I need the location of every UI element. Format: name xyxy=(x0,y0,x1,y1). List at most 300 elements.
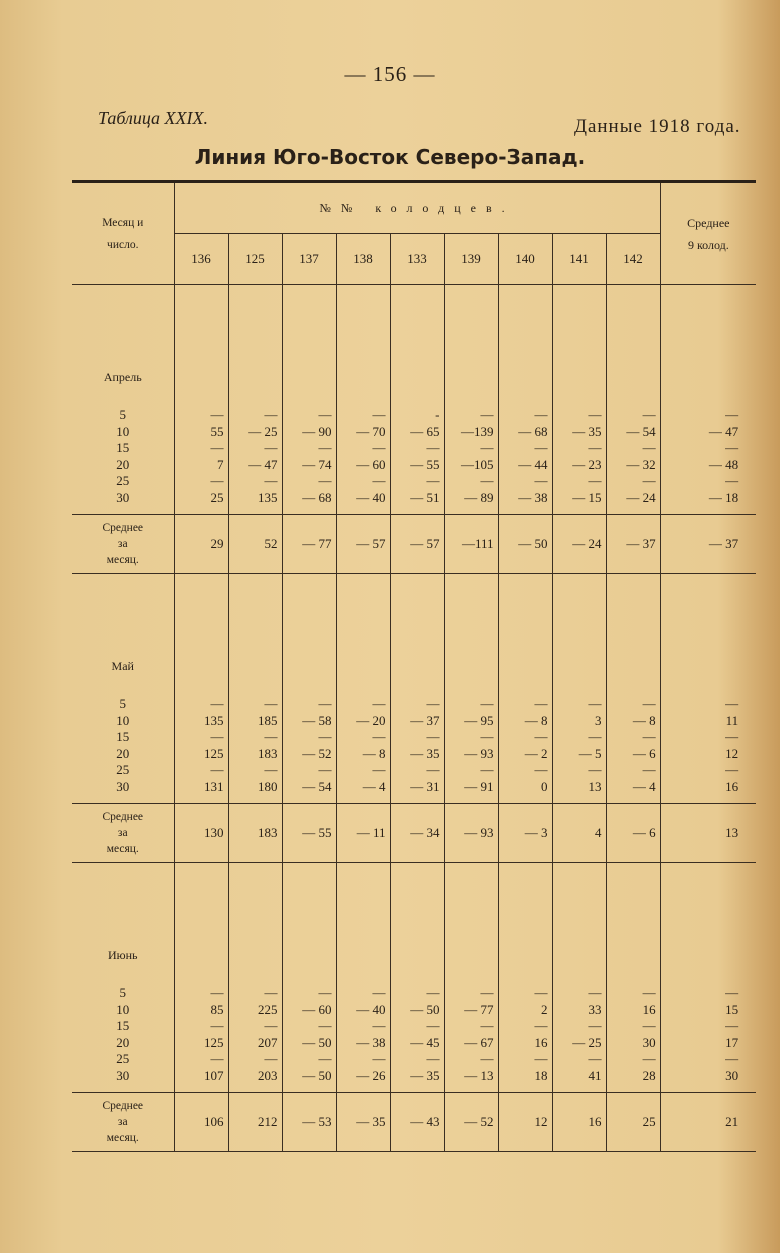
value-cell: — xyxy=(660,1018,756,1035)
avg-label-line: Среднее xyxy=(102,1100,144,1112)
value-cell: — xyxy=(174,696,228,713)
value-cell: — xyxy=(660,729,756,746)
spacer-cell xyxy=(660,506,756,515)
value-cell: 203 xyxy=(228,1068,282,1085)
value-cell: — xyxy=(498,762,552,779)
value-cell: 12 xyxy=(660,746,756,763)
value-cell: 131 xyxy=(174,779,228,796)
value-cell: — 32 xyxy=(606,457,660,474)
average-value-cell: — 34 xyxy=(390,804,444,863)
table-row xyxy=(72,457,756,474)
month-row xyxy=(72,863,756,986)
page-number: — 156 — xyxy=(344,62,436,86)
day-label: 15 xyxy=(116,1018,130,1034)
day-label: 25 xyxy=(116,473,130,489)
day-label: 30 xyxy=(116,1067,130,1083)
spacer-cell xyxy=(390,506,444,515)
table-row xyxy=(72,1051,756,1068)
value-cell: — xyxy=(660,1051,756,1068)
value-cell: — 68 xyxy=(498,424,552,441)
spacer-cell xyxy=(228,863,282,986)
value-cell: — xyxy=(282,440,336,457)
spacer-cell xyxy=(390,863,444,986)
value-cell: — 47 xyxy=(228,457,282,474)
average-value-cell: — 53 xyxy=(282,1093,336,1152)
value-cell: — 40 xyxy=(336,490,390,507)
value-cell: — 50 xyxy=(282,1068,336,1085)
average-value-cell: — 3 xyxy=(498,804,552,863)
value-cell: — 50 xyxy=(390,1002,444,1019)
value-cell: 18 xyxy=(498,1068,552,1085)
value-cell: — xyxy=(498,696,552,713)
value-cell: — 37 xyxy=(390,713,444,730)
value-cell: 3 xyxy=(552,713,606,730)
table-row xyxy=(72,440,756,457)
table-label: Таблица XXIX. xyxy=(98,108,209,128)
value-cell: — xyxy=(390,1018,444,1035)
value-cell: — xyxy=(336,1018,390,1035)
value-cell: 7 xyxy=(174,457,228,474)
value-cell: — xyxy=(336,762,390,779)
average-value-cell: 25 xyxy=(606,1093,660,1152)
table-row xyxy=(72,473,756,490)
well-header-139: 139 xyxy=(444,234,498,285)
value-cell: — 47 xyxy=(660,424,756,441)
value-cell: 30 xyxy=(606,1035,660,1052)
spacer-cell xyxy=(660,795,756,804)
value-cell: — xyxy=(606,985,660,1002)
spacer-cell xyxy=(282,1084,336,1093)
table-row xyxy=(72,1018,756,1035)
spacer-cell xyxy=(552,574,606,697)
avg-label-line: Среднее xyxy=(102,522,144,534)
day-label: 25 xyxy=(116,762,130,778)
table-row xyxy=(72,1035,756,1052)
value-cell: — 25 xyxy=(552,1035,606,1052)
value-cell: — 25 xyxy=(228,424,282,441)
average-value-cell: 13 xyxy=(660,804,756,863)
value-cell: — xyxy=(606,473,660,490)
spacer-cell xyxy=(606,1084,660,1093)
value-cell: — xyxy=(336,696,390,713)
average-value-cell: 130 xyxy=(174,804,228,863)
spacer-cell xyxy=(498,285,552,408)
spacer-cell xyxy=(390,1084,444,1093)
value-cell: — xyxy=(444,696,498,713)
average-value-cell: 52 xyxy=(228,515,282,574)
value-cell: — 38 xyxy=(336,1035,390,1052)
value-cell: 16 xyxy=(498,1035,552,1052)
value-cell: — xyxy=(552,1018,606,1035)
value-cell: — xyxy=(174,1051,228,1068)
value-cell: 180 xyxy=(228,779,282,796)
day-label: 20 xyxy=(116,1034,130,1050)
average-value-cell: — 43 xyxy=(390,1093,444,1152)
value-cell: 2 xyxy=(498,1002,552,1019)
monthly-average-row xyxy=(72,515,756,574)
value-cell: — 26 xyxy=(336,1068,390,1085)
spacer-cell xyxy=(72,506,174,515)
value-cell: — 54 xyxy=(606,424,660,441)
value-cell: — xyxy=(390,762,444,779)
day-label: 10 xyxy=(116,423,130,439)
spacer-cell xyxy=(660,285,756,408)
value-cell: — xyxy=(174,729,228,746)
average-value-cell: — 93 xyxy=(444,804,498,863)
average-value-cell: 106 xyxy=(174,1093,228,1152)
value-cell: — xyxy=(660,440,756,457)
value-cell: — 13 xyxy=(444,1068,498,1085)
value-cell: — xyxy=(390,729,444,746)
day-label: 5 xyxy=(119,407,126,423)
value-cell: — xyxy=(552,1051,606,1068)
value-cell: — xyxy=(228,407,282,424)
spacer-cell xyxy=(444,574,498,697)
average-value-cell: 4 xyxy=(552,804,606,863)
value-cell: — xyxy=(174,440,228,457)
average-value-cell: — 24 xyxy=(552,515,606,574)
value-cell: — xyxy=(552,762,606,779)
spacer-cell xyxy=(606,574,660,697)
average-value-cell: — 57 xyxy=(390,515,444,574)
value-cell: — xyxy=(282,1051,336,1068)
monthly-average-row xyxy=(72,1093,756,1152)
value-cell: — xyxy=(174,473,228,490)
spacer-cell xyxy=(606,863,660,986)
month-row xyxy=(72,574,756,697)
value-cell: — xyxy=(552,729,606,746)
spacer-cell xyxy=(498,1084,552,1093)
average-value-cell: 183 xyxy=(228,804,282,863)
value-cell: — xyxy=(660,473,756,490)
day-label: 25 xyxy=(116,1051,130,1067)
spacer-cell xyxy=(552,506,606,515)
spacer-cell xyxy=(444,795,498,804)
value-cell: — 6 xyxy=(606,746,660,763)
value-cell: — 23 xyxy=(552,457,606,474)
gap-row xyxy=(72,1084,756,1093)
value-cell: — xyxy=(336,729,390,746)
month-name: Апрель xyxy=(103,370,142,384)
spacer-cell xyxy=(444,506,498,515)
spacer-cell xyxy=(228,506,282,515)
value-cell: — 77 xyxy=(444,1002,498,1019)
day-label: 5 xyxy=(119,985,126,1001)
value-cell: — xyxy=(174,762,228,779)
value-cell: — 48 xyxy=(660,457,756,474)
spacer-cell xyxy=(444,1084,498,1093)
value-cell: 16 xyxy=(660,779,756,796)
average-value-cell: 16 xyxy=(552,1093,606,1152)
spacer-cell xyxy=(606,795,660,804)
value-cell: 207 xyxy=(228,1035,282,1052)
value-cell: — xyxy=(606,440,660,457)
value-cell: —139 xyxy=(444,424,498,441)
table-row xyxy=(72,762,756,779)
value-cell: 25 xyxy=(174,490,228,507)
spacer-cell xyxy=(390,574,444,697)
average-value-cell: 21 xyxy=(660,1093,756,1152)
value-cell: 125 xyxy=(174,746,228,763)
well-header-138: 138 xyxy=(336,234,390,285)
value-cell: — xyxy=(390,440,444,457)
value-cell: — 18 xyxy=(660,490,756,507)
value-cell: — xyxy=(336,1051,390,1068)
value-cell: — 31 xyxy=(390,779,444,796)
average-value-cell: — 50 xyxy=(498,515,552,574)
value-cell: — xyxy=(174,985,228,1002)
avg-label-line: месяц. xyxy=(106,843,139,855)
day-label: 10 xyxy=(116,712,130,728)
table-row xyxy=(72,696,756,713)
value-cell: — xyxy=(282,696,336,713)
spacer-cell xyxy=(606,285,660,408)
average-value-cell: 212 xyxy=(228,1093,282,1152)
value-cell: — 4 xyxy=(336,779,390,796)
value-cell: — 90 xyxy=(282,424,336,441)
value-cell: — xyxy=(444,762,498,779)
value-cell: — xyxy=(606,729,660,746)
value-cell: — 55 xyxy=(390,457,444,474)
table-row xyxy=(72,1068,756,1085)
value-cell: — 54 xyxy=(282,779,336,796)
value-cell: 11 xyxy=(660,713,756,730)
value-cell: — xyxy=(552,696,606,713)
value-cell: — 8 xyxy=(336,746,390,763)
value-cell: 13 xyxy=(552,779,606,796)
avg-label-line: месяц. xyxy=(106,554,139,566)
value-cell: — 93 xyxy=(444,746,498,763)
day-label: 30 xyxy=(116,778,130,794)
table-row xyxy=(72,407,756,424)
spacer-cell xyxy=(174,285,228,408)
day-label: 20 xyxy=(116,456,130,472)
spacer-cell xyxy=(498,506,552,515)
value-cell: — xyxy=(498,1018,552,1035)
spacer-cell xyxy=(498,795,552,804)
average-value-cell: 29 xyxy=(174,515,228,574)
value-cell: — xyxy=(228,473,282,490)
day-label: 20 xyxy=(116,745,130,761)
value-cell: 125 xyxy=(174,1035,228,1052)
value-cell: — 50 xyxy=(282,1035,336,1052)
spacer-cell xyxy=(174,795,228,804)
value-cell: — 58 xyxy=(282,713,336,730)
value-cell: — xyxy=(390,696,444,713)
value-cell: — 67 xyxy=(444,1035,498,1052)
day-label: 30 xyxy=(116,489,130,505)
table-row xyxy=(72,1002,756,1019)
table-row xyxy=(72,490,756,507)
value-cell: 135 xyxy=(174,713,228,730)
value-cell: — xyxy=(228,762,282,779)
month-name: Май xyxy=(111,659,134,673)
value-cell: 183 xyxy=(228,746,282,763)
average-value-cell: 12 xyxy=(498,1093,552,1152)
value-cell: 41 xyxy=(552,1068,606,1085)
value-cell: — 65 xyxy=(390,424,444,441)
year-note: Данные 1918 года. xyxy=(574,116,741,137)
value-cell: — 60 xyxy=(282,1002,336,1019)
spacer-cell xyxy=(336,795,390,804)
value-cell: — 20 xyxy=(336,713,390,730)
table-row xyxy=(72,424,756,441)
average-value-cell: —111 xyxy=(444,515,498,574)
monthly-average-label xyxy=(72,515,174,574)
well-header-136: 136 xyxy=(174,234,228,285)
value-cell: — xyxy=(282,407,336,424)
value-cell: — xyxy=(336,407,390,424)
spacer-cell xyxy=(282,574,336,697)
value-cell: 107 xyxy=(174,1068,228,1085)
value-cell: — xyxy=(228,1051,282,1068)
value-cell: 16 xyxy=(606,1002,660,1019)
average-value-cell: — 6 xyxy=(606,804,660,863)
spacer-cell xyxy=(552,795,606,804)
table-row xyxy=(72,713,756,730)
month-column-header xyxy=(72,182,174,285)
spacer-cell xyxy=(72,795,174,804)
spacer-cell xyxy=(174,1084,228,1093)
value-cell: — xyxy=(282,1018,336,1035)
value-cell: — xyxy=(228,985,282,1002)
value-cell: — xyxy=(606,762,660,779)
spacer-cell xyxy=(390,795,444,804)
spacer-cell xyxy=(282,863,336,986)
value-cell: — xyxy=(498,985,552,1002)
average-value-cell: — 37 xyxy=(660,515,756,574)
monthly-average-row xyxy=(72,804,756,863)
value-cell: 33 xyxy=(552,1002,606,1019)
spacer-cell xyxy=(552,285,606,408)
spacer-cell xyxy=(228,795,282,804)
value-cell: - xyxy=(390,407,444,424)
value-cell: — 74 xyxy=(282,457,336,474)
month-header-line1: Месяц и xyxy=(102,216,144,229)
table-row xyxy=(72,729,756,746)
avg-label-line: за xyxy=(117,1116,128,1128)
value-cell: — xyxy=(174,407,228,424)
avg-label-line: месяц. xyxy=(106,1132,139,1144)
spacer-cell xyxy=(390,285,444,408)
day-label: 15 xyxy=(116,440,130,456)
average-value-cell: — 52 xyxy=(444,1093,498,1152)
value-cell: — xyxy=(498,440,552,457)
month-row xyxy=(72,285,756,408)
value-cell: 15 xyxy=(660,1002,756,1019)
value-cell: — xyxy=(444,1051,498,1068)
spacer-cell xyxy=(552,863,606,986)
spacer-cell xyxy=(282,285,336,408)
spacer-cell xyxy=(336,506,390,515)
value-cell: — 4 xyxy=(606,779,660,796)
spacer-cell xyxy=(174,574,228,697)
value-cell: — 35 xyxy=(390,1068,444,1085)
value-cell: — 35 xyxy=(390,746,444,763)
value-cell: — xyxy=(390,473,444,490)
value-cell: 55 xyxy=(174,424,228,441)
value-cell: — xyxy=(498,729,552,746)
value-cell: — xyxy=(444,440,498,457)
spacer-cell xyxy=(498,574,552,697)
value-cell: 17 xyxy=(660,1035,756,1052)
value-cell: — 51 xyxy=(390,490,444,507)
value-cell: — 44 xyxy=(498,457,552,474)
value-cell: — xyxy=(444,729,498,746)
value-cell: — xyxy=(498,1051,552,1068)
value-cell: 30 xyxy=(660,1068,756,1085)
value-cell: — xyxy=(552,473,606,490)
table-row xyxy=(72,746,756,763)
spacer-cell xyxy=(336,1084,390,1093)
value-cell: — xyxy=(660,407,756,424)
value-cell: — xyxy=(660,762,756,779)
value-cell: — xyxy=(282,762,336,779)
avg-header-line2: 9 колод. xyxy=(687,237,729,252)
value-cell: — xyxy=(606,407,660,424)
spacer-cell xyxy=(552,1084,606,1093)
value-cell: 225 xyxy=(228,1002,282,1019)
spacer-cell xyxy=(498,863,552,986)
gap-row xyxy=(72,506,756,515)
value-cell: — 8 xyxy=(498,713,552,730)
value-cell: — xyxy=(606,1051,660,1068)
value-cell: — xyxy=(498,473,552,490)
spacer-cell xyxy=(606,506,660,515)
value-cell: — 38 xyxy=(498,490,552,507)
well-header-133: 133 xyxy=(390,234,444,285)
data-table xyxy=(72,180,756,1152)
value-cell: — xyxy=(228,440,282,457)
spacer-cell xyxy=(72,1084,174,1093)
value-cell: — xyxy=(444,985,498,1002)
value-cell: — xyxy=(228,1018,282,1035)
spacer-cell xyxy=(282,795,336,804)
value-cell: 85 xyxy=(174,1002,228,1019)
avg-label-line: за xyxy=(117,538,128,550)
value-cell: — 60 xyxy=(336,457,390,474)
average-value-cell: — 37 xyxy=(606,515,660,574)
well-header-142: 142 xyxy=(606,234,660,285)
monthly-average-label xyxy=(72,804,174,863)
well-header-137: 137 xyxy=(282,234,336,285)
value-cell: — 52 xyxy=(282,746,336,763)
well-header-140: 140 xyxy=(498,234,552,285)
table-row xyxy=(72,779,756,796)
avg-label-line: за xyxy=(117,827,128,839)
value-cell: —105 xyxy=(444,457,498,474)
value-cell: — 5 xyxy=(552,746,606,763)
value-cell: — xyxy=(336,985,390,1002)
value-cell: — xyxy=(282,729,336,746)
spacer-cell xyxy=(336,863,390,986)
wells-group-header: №№ колодцев. xyxy=(174,182,660,234)
value-cell: — 45 xyxy=(390,1035,444,1052)
value-cell: — xyxy=(228,696,282,713)
value-cell: — xyxy=(606,1018,660,1035)
well-header-141: 141 xyxy=(552,234,606,285)
spacer-cell xyxy=(174,506,228,515)
average-value-cell: — 77 xyxy=(282,515,336,574)
day-label: 15 xyxy=(116,729,130,745)
average-value-cell: — 57 xyxy=(336,515,390,574)
spacer-cell xyxy=(336,574,390,697)
spacer-cell xyxy=(444,285,498,408)
value-cell: — xyxy=(444,473,498,490)
value-cell: — 35 xyxy=(552,424,606,441)
value-cell: — 95 xyxy=(444,713,498,730)
value-cell: — xyxy=(444,1018,498,1035)
